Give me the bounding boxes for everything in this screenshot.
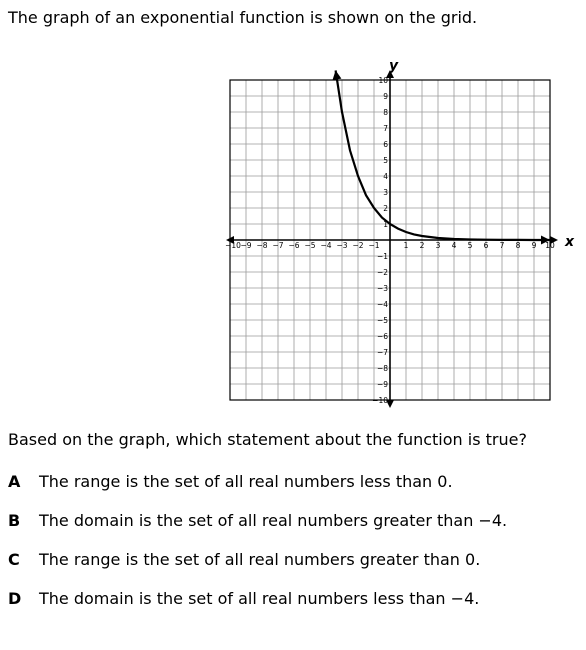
y-tick-label: 7	[383, 124, 388, 133]
exponential-graph	[220, 54, 580, 410]
question-text: Based on the graph, which statement about the function is true?	[8, 430, 527, 449]
x-tick-label: 5	[467, 241, 473, 250]
x-tick-label: −1	[368, 241, 380, 250]
choice-text: The range is the set of all real numbers less than 0.	[39, 472, 453, 491]
x-tick-label: 3	[435, 241, 441, 250]
x-axis-label: x	[565, 234, 575, 250]
choice-b[interactable]	[8, 511, 507, 550]
x-tick-label: 10	[545, 241, 555, 250]
y-tick-label: −9	[376, 380, 388, 389]
choice-text: The range is the set of all real numbers greater than 0.	[39, 550, 481, 569]
y-tick-label: −6	[376, 332, 388, 341]
x-tick-label: −8	[256, 241, 268, 250]
x-tick-label: 6	[483, 241, 489, 250]
x-tick-label: −10	[225, 241, 241, 250]
y-tick-label: 2	[383, 204, 388, 213]
x-tick-label: −6	[288, 241, 300, 250]
x-tick-label: 2	[419, 241, 425, 250]
x-tick-label: −5	[304, 241, 316, 250]
x-tick-label: 7	[499, 241, 505, 250]
y-tick-label: 4	[383, 172, 388, 181]
choice-text: The domain is the set of all real numbers greater than −4.	[39, 511, 508, 530]
choice-letter: B	[8, 511, 21, 530]
choice-letter: A	[8, 472, 21, 491]
choice-letter: D	[8, 589, 22, 608]
prompt-text: The graph of an exponential function is shown on the grid.	[8, 8, 478, 27]
x-tick-label: −4	[320, 241, 332, 250]
y-tick-label: −8	[376, 364, 388, 373]
choice-a[interactable]	[8, 472, 507, 511]
y-tick-label: 9	[383, 92, 388, 101]
y-tick-label: 8	[383, 108, 388, 117]
x-tick-label: −2	[352, 241, 364, 250]
y-tick-label: −10	[372, 396, 388, 405]
x-tick-label: 1	[403, 241, 409, 250]
y-tick-label: 6	[383, 140, 388, 149]
y-tick-label: −1	[376, 252, 388, 261]
choice-d[interactable]	[8, 589, 507, 628]
curve-arrowheads	[333, 70, 550, 244]
x-tick-label: 4	[451, 241, 457, 250]
y-tick-label: −3	[376, 284, 388, 293]
y-tick-label: −5	[376, 316, 388, 325]
choice-letter: C	[8, 550, 20, 569]
y-tick-label: 5	[383, 156, 388, 165]
y-tick-label: −4	[376, 300, 388, 309]
y-axis-label: y	[389, 58, 399, 74]
x-tick-label: −3	[336, 241, 348, 250]
x-tick-label: −7	[272, 241, 284, 250]
y-tick-label: 3	[383, 188, 388, 197]
choice-c[interactable]	[8, 550, 507, 589]
answer-choices	[8, 472, 507, 628]
choice-text: The domain is the set of all real numbers less than −4.	[39, 589, 480, 608]
x-tick-label: 9	[531, 241, 537, 250]
y-tick-label: 10	[378, 76, 388, 85]
x-tick-label: −9	[240, 241, 252, 250]
y-tick-label: −7	[376, 348, 388, 357]
x-tick-label: 8	[515, 241, 521, 250]
curve-arrowhead	[333, 70, 342, 80]
y-tick-label: 1	[383, 220, 388, 229]
y-tick-label: −2	[376, 268, 388, 277]
